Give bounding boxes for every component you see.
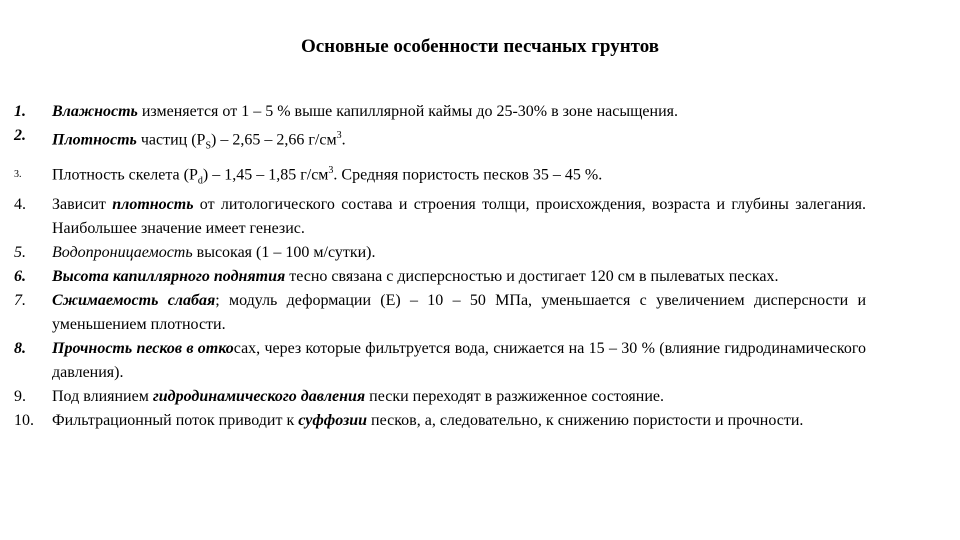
item-text: Фильтрационный поток приводит к bbox=[52, 412, 299, 430]
term-permeability: Водопроницаемость bbox=[52, 244, 193, 262]
item-number: 9. bbox=[14, 388, 26, 406]
term-slope-strength: Прочность песков в отко bbox=[52, 340, 234, 358]
subscript: S bbox=[205, 140, 211, 152]
item-number: 6. bbox=[14, 268, 26, 286]
list-item bbox=[14, 337, 866, 385]
list-item bbox=[14, 409, 866, 433]
item-text: тесно связана с дисперсностью и достигает 120 см в пылеватых песках. bbox=[285, 268, 779, 286]
list-item bbox=[14, 100, 866, 124]
item-number: 7. bbox=[14, 292, 26, 310]
item-text: ) – 2,65 – 2,66 г/см bbox=[211, 131, 337, 149]
item-text: ) – 1,45 – 1,85 г/см bbox=[202, 165, 329, 183]
superscript: 3 bbox=[336, 130, 342, 141]
item-number: 10. bbox=[14, 412, 34, 430]
term-compressibility: Сжимаемость слабая bbox=[52, 292, 216, 310]
superscript: 3 bbox=[328, 164, 334, 176]
item-number: 4. bbox=[14, 196, 26, 214]
item-text: частиц (Р bbox=[136, 131, 206, 149]
item-number: 8. bbox=[14, 340, 26, 358]
list-item bbox=[14, 193, 866, 241]
item-text: Плотность скелета (Р bbox=[52, 165, 198, 183]
item-text: сах, через которые фильтруется вода, снижается на 15 – 30 % (влияние гидродинамического давления). bbox=[52, 340, 867, 382]
item-text: песков, а, следовательно, к снижению пористости и прочности. bbox=[367, 412, 804, 430]
item-text: от литологического состава и строения толщи, происхождения, возраста и глубины залегания. Наибольшее значение имеет генезис. bbox=[52, 196, 866, 238]
item-text: Зависит bbox=[52, 196, 113, 214]
term-density: плотность bbox=[112, 196, 194, 214]
subscript: d bbox=[197, 175, 203, 187]
item-text: . bbox=[341, 131, 346, 149]
item-text: пески переходят в разжиженное состояние. bbox=[365, 388, 664, 406]
slide-title: Основные особенности песчаных грунтов bbox=[300, 36, 660, 57]
item-text: изменяется от 1 – 5 % выше капиллярной каймы до 25-30% в зоне насыщения. bbox=[137, 103, 678, 120]
item-number: 3. bbox=[14, 168, 22, 180]
item-number: 2. bbox=[14, 127, 26, 144]
list-item bbox=[14, 241, 866, 265]
item-text: высокая (1 – 100 м/сутки). bbox=[192, 244, 376, 262]
item-text: Под влиянием bbox=[52, 388, 153, 406]
properties-list bbox=[14, 100, 866, 433]
item-text: ; модуль деформации (Е) – 10 – 50 МПа, уменьшается с увеличением дисперсности и уменьшением плотности. bbox=[52, 292, 867, 334]
list-item bbox=[14, 265, 866, 289]
list-item bbox=[14, 289, 866, 337]
term-moisture: Влажность bbox=[52, 103, 138, 120]
item-number: 1. bbox=[14, 103, 26, 120]
term-hydrodynamic-pressure: гидродинамического давления bbox=[152, 388, 366, 406]
term-suffosion: суффозии bbox=[298, 412, 368, 430]
term-density: Плотность bbox=[52, 131, 137, 149]
term-capillary-rise: Высота капиллярного поднятия bbox=[52, 268, 286, 286]
item-text: . Средняя пористость песков 35 – 45 %. bbox=[333, 165, 603, 183]
item-number: 5. bbox=[14, 244, 26, 262]
list-item bbox=[14, 124, 866, 159]
list-item bbox=[14, 385, 866, 409]
list-item bbox=[14, 159, 866, 194]
